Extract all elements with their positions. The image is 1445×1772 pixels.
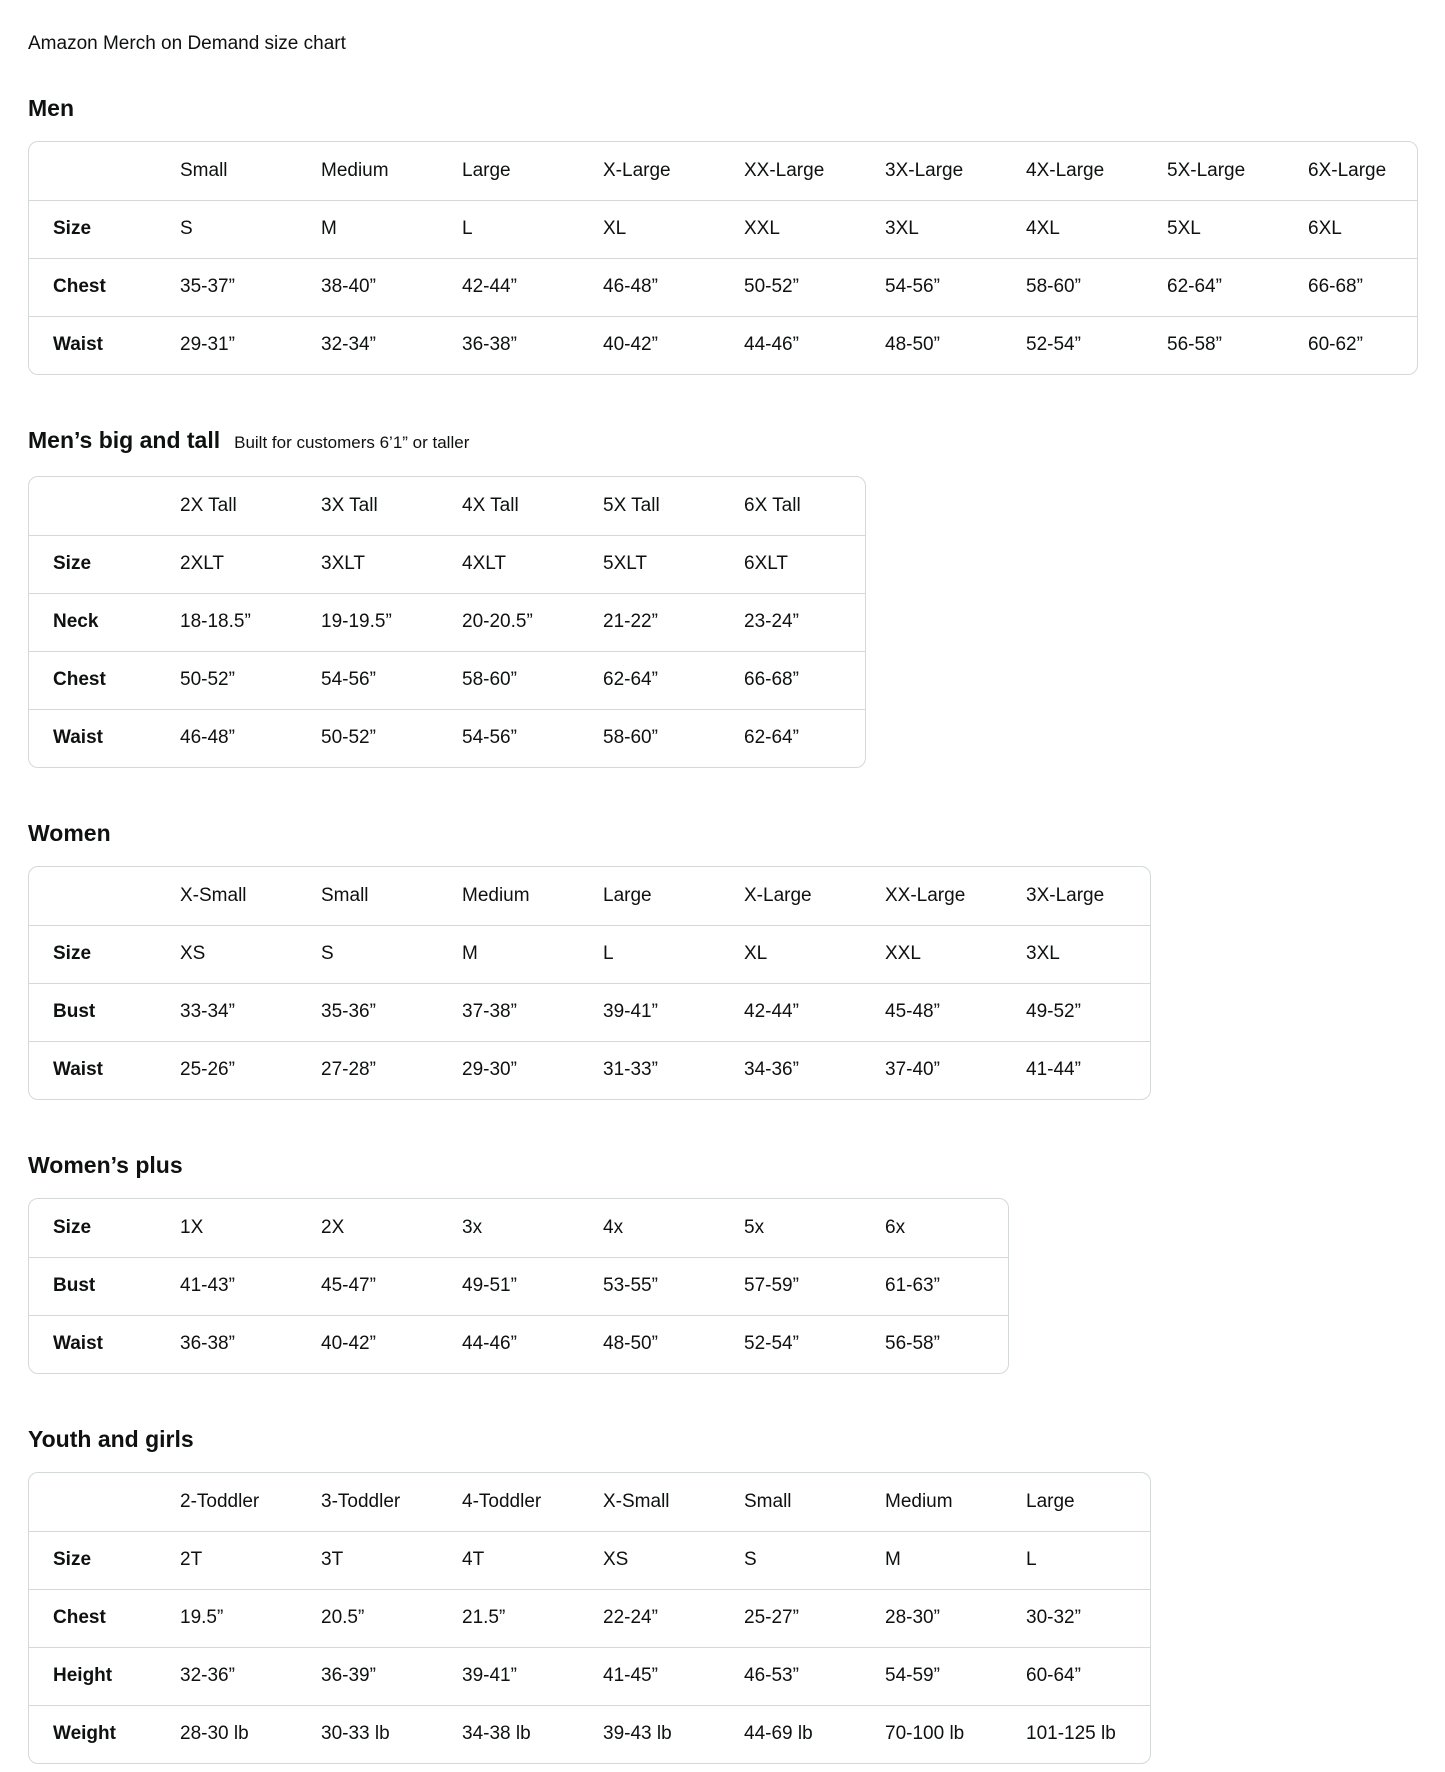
- row-label: Size: [29, 925, 180, 983]
- size-value-cell: 58-60”: [462, 651, 603, 709]
- page-title: Amazon Merch on Demand size chart: [28, 33, 346, 54]
- size-table-men: [28, 141, 1418, 375]
- table-row: [29, 983, 1150, 1041]
- size-value-cell: XXL: [744, 200, 885, 258]
- column-header: Large: [462, 159, 511, 181]
- column-header: Medium: [321, 159, 389, 181]
- size-value-cell: 29-30”: [462, 1041, 603, 1099]
- size-value-cell: 5XLT: [603, 535, 744, 593]
- size-value-cell: 32-36”: [180, 1647, 321, 1705]
- table-row: [29, 200, 1417, 258]
- size-value-cell: 34-36”: [744, 1041, 885, 1099]
- size-value-cell: XS: [180, 925, 321, 983]
- size-value-cell: 4XL: [1026, 200, 1167, 258]
- table-row: [29, 1705, 1150, 1763]
- corner-cell: [29, 867, 180, 925]
- column-header: Large: [1026, 1490, 1075, 1512]
- column-header-row: [29, 1473, 1150, 1531]
- row-label: Waist: [29, 709, 180, 767]
- size-value-cell: XS: [603, 1531, 744, 1589]
- size-value-cell: S: [744, 1531, 885, 1589]
- column-header-row: [29, 142, 1417, 200]
- size-value-cell: 20.5”: [321, 1589, 462, 1647]
- row-label: Size: [29, 1531, 180, 1589]
- size-value-cell: 37-40”: [885, 1041, 1026, 1099]
- row-label: Bust: [29, 1257, 180, 1315]
- size-value-cell: 50-52”: [180, 651, 321, 709]
- column-header: X-Small: [180, 884, 247, 906]
- section-heading-men: [28, 94, 1417, 122]
- column-header: 4-Toddler: [462, 1490, 542, 1512]
- table-row: [29, 709, 865, 767]
- size-value-cell: 34-38 lb: [462, 1705, 603, 1763]
- size-value-cell: 3XL: [1026, 925, 1150, 983]
- size-value-cell: 62-64”: [744, 709, 865, 767]
- size-value-cell: 50-52”: [321, 709, 462, 767]
- column-header: XX-Large: [744, 159, 825, 181]
- size-value-cell: 27-28”: [321, 1041, 462, 1099]
- corner-cell: [29, 477, 180, 535]
- section-heading-text: Women: [28, 820, 111, 846]
- column-header: 5X-Large: [1167, 159, 1246, 181]
- table-row: [29, 258, 1417, 316]
- table-row: [29, 1589, 1150, 1647]
- table-row: [29, 651, 865, 709]
- column-header: Large: [603, 884, 652, 906]
- size-value-cell: 42-44”: [462, 258, 603, 316]
- size-value-cell: 44-46”: [744, 316, 885, 374]
- column-header: Small: [744, 1490, 792, 1512]
- column-header: 5X Tall: [603, 494, 660, 516]
- size-table-women: [28, 866, 1151, 1100]
- size-value-cell: 35-37”: [180, 258, 321, 316]
- size-value-cell: 57-59”: [744, 1257, 885, 1315]
- size-value-cell: 44-69 lb: [744, 1705, 885, 1763]
- size-table-youth-and-girls: [28, 1472, 1151, 1764]
- size-value-cell: 31-33”: [603, 1041, 744, 1099]
- size-value-cell: 1X: [180, 1216, 204, 1238]
- size-value-cell: 36-38”: [462, 316, 603, 374]
- size-value-cell: 39-41”: [462, 1647, 603, 1705]
- size-table-mens-big-and-tall: [28, 476, 866, 768]
- column-header: Small: [180, 159, 228, 181]
- size-value-cell: 3T: [321, 1531, 462, 1589]
- section-heading-women: [28, 819, 1417, 847]
- row-label: Size: [29, 200, 180, 258]
- row-label: Waist: [29, 1041, 180, 1099]
- size-value-cell: 42-44”: [744, 983, 885, 1041]
- size-value-cell: L: [462, 200, 603, 258]
- column-header: 3X Tall: [321, 494, 378, 516]
- corner-cell: [29, 1473, 180, 1531]
- size-value-cell: 53-55”: [603, 1257, 744, 1315]
- row-label: Bust: [29, 983, 180, 1041]
- table-row: [29, 316, 1417, 374]
- size-value-cell: S: [321, 925, 462, 983]
- row-label: Waist: [29, 1315, 180, 1373]
- size-value-cell: 58-60”: [1026, 258, 1167, 316]
- size-value-cell: 23-24”: [744, 593, 865, 651]
- section-heading-mens-big-and-tall: [28, 426, 1417, 457]
- size-value-cell: 36-38”: [180, 1315, 321, 1373]
- size-value-cell: 66-68”: [744, 651, 865, 709]
- size-value-cell: S: [180, 200, 321, 258]
- size-value-cell: 28-30”: [885, 1589, 1026, 1647]
- size-value-cell: 3x: [462, 1216, 483, 1238]
- table-row: [29, 593, 865, 651]
- size-value-cell: 70-100 lb: [885, 1705, 1026, 1763]
- table-row: [29, 1257, 1008, 1315]
- column-header: 6X-Large: [1308, 159, 1387, 181]
- size-value-cell: 41-44”: [1026, 1041, 1150, 1099]
- size-value-cell: 19.5”: [180, 1589, 321, 1647]
- column-header: 3-Toddler: [321, 1490, 401, 1512]
- size-value-cell: 2X: [321, 1216, 345, 1238]
- size-value-cell: 50-52”: [744, 258, 885, 316]
- size-value-cell: 40-42”: [603, 316, 744, 374]
- size-value-cell: 28-30 lb: [180, 1705, 321, 1763]
- row-label: Weight: [29, 1705, 180, 1763]
- size-value-cell: 4T: [462, 1531, 603, 1589]
- size-value-cell: 60-62”: [1308, 316, 1417, 374]
- size-value-cell: 22-24”: [603, 1589, 744, 1647]
- size-value-cell: 33-34”: [180, 983, 321, 1041]
- size-value-cell: 6x: [885, 1216, 906, 1238]
- size-value-cell: 6XLT: [744, 535, 865, 593]
- column-header: 6X Tall: [744, 494, 801, 516]
- corner-cell: [29, 142, 180, 200]
- size-value-cell: 56-58”: [885, 1315, 1008, 1373]
- size-value-cell: 36-39”: [321, 1647, 462, 1705]
- size-value-cell: XXL: [885, 925, 1026, 983]
- table-row: [29, 535, 865, 593]
- size-value-cell: 38-40”: [321, 258, 462, 316]
- size-value-cell: M: [885, 1531, 1026, 1589]
- size-value-cell: 54-56”: [462, 709, 603, 767]
- size-value-cell: 52-54”: [744, 1315, 885, 1373]
- size-value-cell: 32-34”: [321, 316, 462, 374]
- section-heading-text: Youth and girls: [28, 1426, 194, 1452]
- size-value-cell: 48-50”: [885, 316, 1026, 374]
- section-subtitle: Built for customers 6’1” or taller: [234, 433, 470, 452]
- size-value-cell: 19-19.5”: [321, 593, 462, 651]
- table-row: [29, 925, 1150, 983]
- size-value-cell: XL: [744, 925, 885, 983]
- size-value-cell: 39-43 lb: [603, 1705, 744, 1763]
- size-value-cell: 35-36”: [321, 983, 462, 1041]
- size-value-cell: 45-48”: [885, 983, 1026, 1041]
- size-value-cell: 25-27”: [744, 1589, 885, 1647]
- size-value-cell: 30-33 lb: [321, 1705, 462, 1763]
- size-value-cell: 21-22”: [603, 593, 744, 651]
- column-header-row: [29, 477, 865, 535]
- size-value-cell: 66-68”: [1308, 258, 1417, 316]
- size-value-cell: 46-53”: [744, 1647, 885, 1705]
- size-value-cell: 4XLT: [462, 535, 603, 593]
- column-header: X-Large: [744, 884, 812, 906]
- size-value-cell: 5x: [744, 1216, 765, 1238]
- size-value-cell: 101-125 lb: [1026, 1705, 1150, 1763]
- column-header: 3X-Large: [885, 159, 964, 181]
- size-value-cell: 46-48”: [180, 709, 321, 767]
- row-label: Neck: [29, 593, 180, 651]
- size-value-cell: 44-46”: [462, 1315, 603, 1373]
- size-value-cell: M: [321, 200, 462, 258]
- section-heading-text: Men’s big and tall: [28, 427, 221, 453]
- size-value-cell: L: [1026, 1531, 1150, 1589]
- column-header: Medium: [885, 1490, 953, 1512]
- size-value-cell: 39-41”: [603, 983, 744, 1041]
- table-row: [29, 1315, 1008, 1373]
- size-value-cell: 30-32”: [1026, 1589, 1150, 1647]
- section-heading-text: Men: [28, 95, 74, 121]
- size-value-cell: 62-64”: [1167, 258, 1308, 316]
- size-value-cell: 20-20.5”: [462, 593, 603, 651]
- size-value-cell: 61-63”: [885, 1257, 1008, 1315]
- size-value-cell: 54-59”: [885, 1647, 1026, 1705]
- size-value-cell: 52-54”: [1026, 316, 1167, 374]
- size-value-cell: 56-58”: [1167, 316, 1308, 374]
- size-value-cell: 2T: [180, 1531, 321, 1589]
- size-table-womens-plus: [28, 1198, 1009, 1374]
- table-row: [29, 1199, 1008, 1257]
- size-value-cell: 41-43”: [180, 1257, 321, 1315]
- table-row: [29, 1041, 1150, 1099]
- column-header: X-Small: [603, 1490, 670, 1512]
- column-header: 4X-Large: [1026, 159, 1105, 181]
- size-value-cell: 48-50”: [603, 1315, 744, 1373]
- size-value-cell: 2XLT: [180, 535, 321, 593]
- size-value-cell: 5XL: [1167, 200, 1308, 258]
- size-value-cell: L: [603, 925, 744, 983]
- size-value-cell: 6XL: [1308, 200, 1417, 258]
- size-value-cell: 60-64”: [1026, 1647, 1150, 1705]
- row-label: Waist: [29, 316, 180, 374]
- size-value-cell: 29-31”: [180, 316, 321, 374]
- size-value-cell: 54-56”: [885, 258, 1026, 316]
- size-value-cell: 3XLT: [321, 535, 462, 593]
- size-value-cell: 46-48”: [603, 258, 744, 316]
- size-value-cell: 54-56”: [321, 651, 462, 709]
- size-value-cell: XL: [603, 200, 744, 258]
- table-row: [29, 1531, 1150, 1589]
- column-header: 2X Tall: [180, 494, 237, 516]
- size-value-cell: 58-60”: [603, 709, 744, 767]
- size-value-cell: M: [462, 925, 603, 983]
- column-header: Medium: [462, 884, 530, 906]
- size-value-cell: 62-64”: [603, 651, 744, 709]
- size-value-cell: 4x: [603, 1216, 624, 1238]
- size-value-cell: 18-18.5”: [180, 593, 321, 651]
- column-header: 3X-Large: [1026, 884, 1105, 906]
- column-header: Small: [321, 884, 369, 906]
- row-label: Chest: [29, 258, 180, 316]
- row-label: Chest: [29, 651, 180, 709]
- size-value-cell: 41-45”: [603, 1647, 744, 1705]
- size-value-cell: 25-26”: [180, 1041, 321, 1099]
- column-header-row: [29, 867, 1150, 925]
- size-value-cell: 3XL: [885, 200, 1026, 258]
- row-label: Height: [29, 1647, 180, 1705]
- column-header: 4X Tall: [462, 494, 519, 516]
- row-label: Size: [29, 535, 180, 593]
- column-header: XX-Large: [885, 884, 966, 906]
- size-value-cell: 49-52”: [1026, 983, 1150, 1041]
- column-header: 2-Toddler: [180, 1490, 260, 1512]
- size-value-cell: 45-47”: [321, 1257, 462, 1315]
- section-heading-youth-and-girls: [28, 1425, 1417, 1453]
- column-header: X-Large: [603, 159, 671, 181]
- row-label: Chest: [29, 1589, 180, 1647]
- size-value-cell: 21.5”: [462, 1589, 603, 1647]
- section-heading-womens-plus: [28, 1151, 1417, 1179]
- row-label: Size: [53, 1216, 92, 1238]
- section-heading-text: Women’s plus: [28, 1152, 183, 1178]
- size-value-cell: 40-42”: [321, 1315, 462, 1373]
- size-value-cell: 37-38”: [462, 983, 603, 1041]
- size-value-cell: 49-51”: [462, 1257, 603, 1315]
- table-row: [29, 1647, 1150, 1705]
